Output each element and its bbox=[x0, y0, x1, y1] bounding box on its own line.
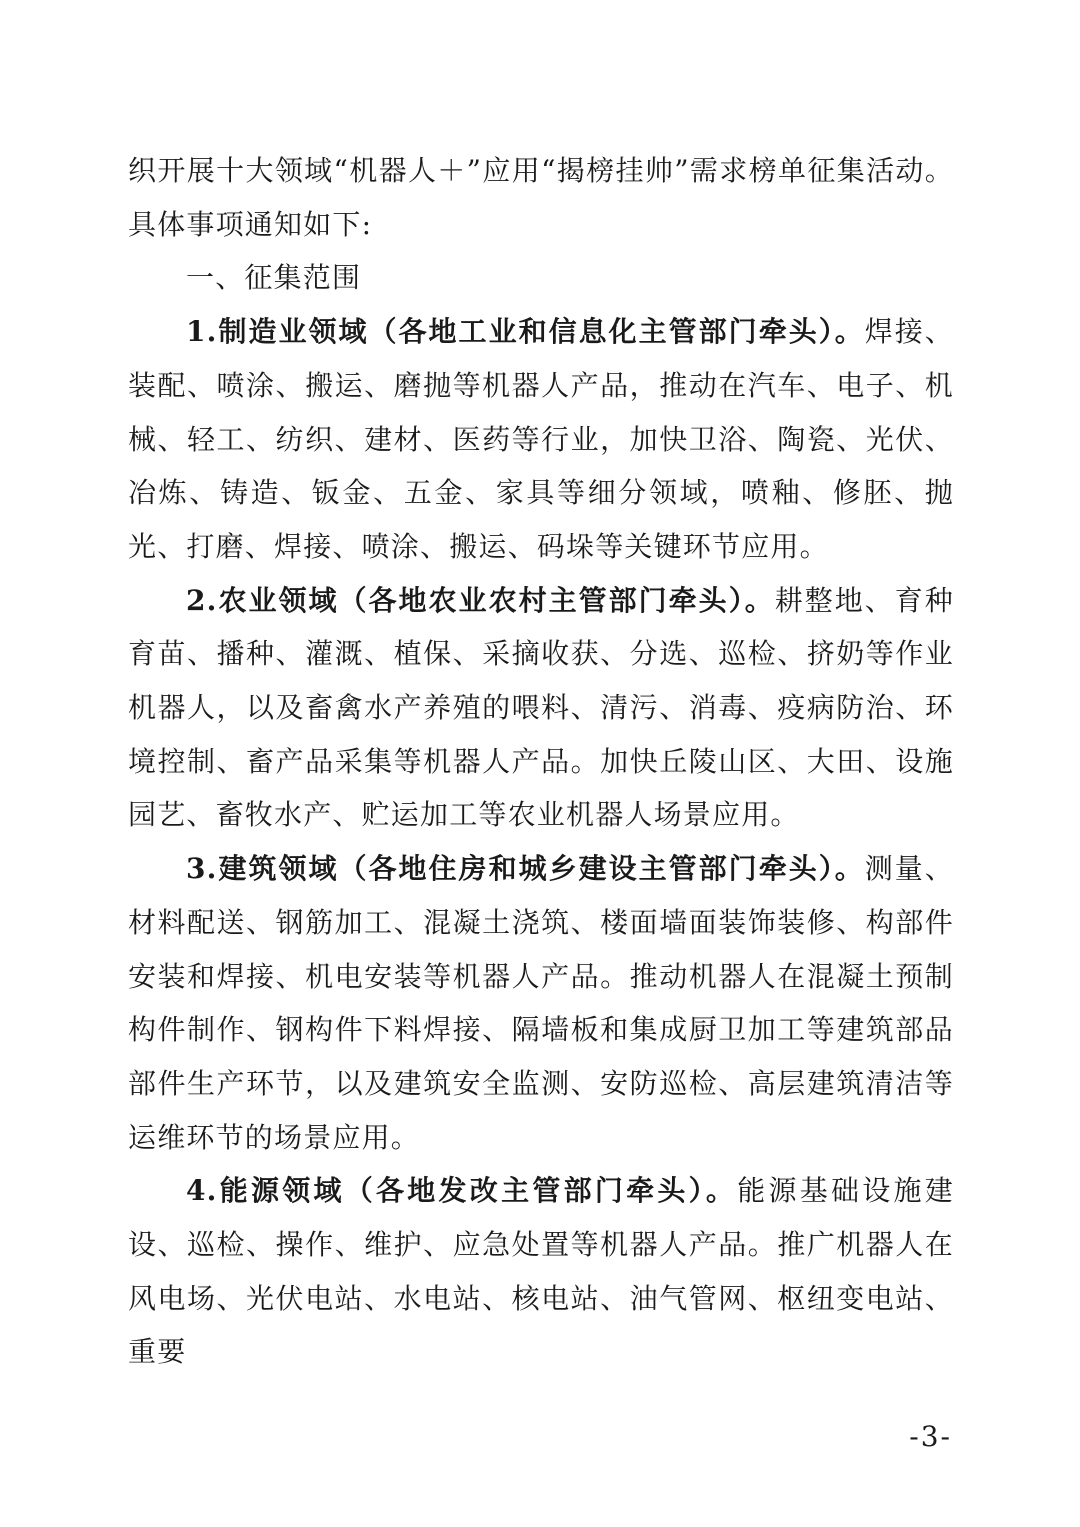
paragraph-title: 2.农业领域（各地农业农村主管部门牵头）。 bbox=[186, 583, 775, 617]
paragraph-manufacturing bbox=[128, 305, 954, 574]
paragraph-construction bbox=[128, 842, 954, 1164]
section-heading: 一、征集范围 bbox=[186, 261, 362, 295]
paragraph-body: 耕整地、育种育苗、播种、灌溉、植保、采摘收获、分选、巡检、挤奶等作业机器人，以及畜禽水产养殖的喂料、清污、消毒、疫病防治、环境控制、畜产品采集等机器人产品。加快丘陵山区、大田、设施园艺、畜牧水产、贮运加工等农业机器人场景应用。 bbox=[128, 583, 955, 832]
paragraph-body: 焊接、装配、喷涂、搬运、磨抛等机器人产品，推动在汽车、电子、机械、轻工、纺织、建材、医药等行业，加快卫浴、陶瓷、光伏、冶炼、铸造、钣金、五金、家具等细分领域，喷釉、修胚、抛光、打磨、焊接、喷涂、搬运、码垛等关键环节应用。 bbox=[128, 315, 954, 563]
paragraph-title: 4.能源领域（各地发改主管部门牵头）。 bbox=[186, 1174, 738, 1208]
intro-paragraph: 织开展十大领域“机器人＋”应用“揭榜挂帅”需求榜单征集活动。具体事项通知如下: bbox=[128, 154, 954, 241]
page-number: -3- bbox=[909, 1420, 952, 1453]
paragraph-body: 测量、材料配送、钢筋加工、混凝土浇筑、楼面墙面装饰装修、构部件安装和焊接、机电安装等机器人产品。推动机器人在混凝土预制构件制作、钢构件下料焊接、隔墙板和集成厨卫加工等建筑部品部件生产环节，以及建筑安全监测、安防巡检、高层建筑清洁等运维环节的场景应用。 bbox=[128, 852, 954, 1154]
paragraph-energy bbox=[128, 1164, 954, 1379]
paragraph-agriculture bbox=[128, 574, 954, 843]
paragraph-body: 能源基础设施建设、巡检、操作、维护、应急处置等机器人产品。推广机器人在风电场、光伏电站、水电站、核电站、油气管网、枢纽变电站、重要 bbox=[128, 1174, 954, 1369]
document-body bbox=[128, 144, 954, 1379]
paragraph-title: 3.建筑领域（各地住房和城乡建设主管部门牵头）。 bbox=[186, 852, 865, 886]
paragraph-title: 1.制造业领域（各地工业和信息化主管部门牵头）。 bbox=[186, 315, 865, 349]
